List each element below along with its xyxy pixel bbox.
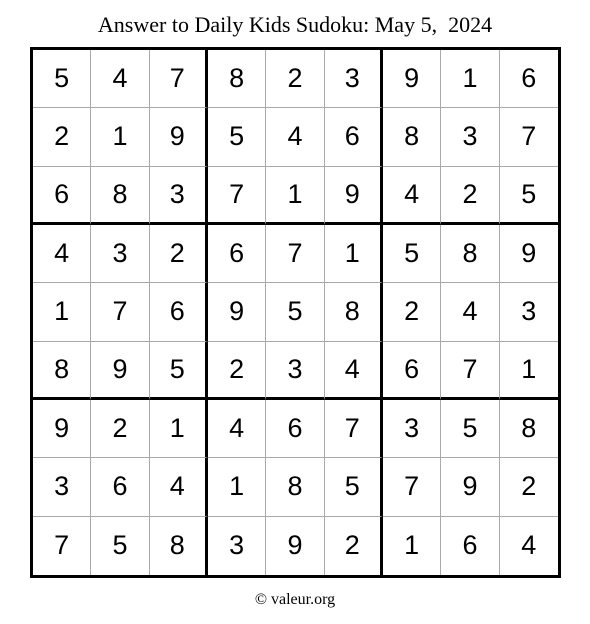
sudoku-cell: 7 [383,458,441,516]
sudoku-cell: 8 [91,167,149,225]
sudoku-cell: 6 [500,50,558,108]
sudoku-cell: 2 [33,108,91,166]
sudoku-cell: 8 [33,342,91,400]
copyright-footer: © valeur.org [254,591,336,608]
sudoku-cell: 7 [441,342,499,400]
sudoku-cell: 5 [441,400,499,458]
sudoku-cell: 4 [521,530,537,561]
sudoku-cell: 6 [325,108,383,166]
sudoku-cell: 1 [33,283,91,341]
sudoku-cell: 7 [208,167,266,225]
sudoku-cell: 8 [441,225,499,283]
sudoku-cell: 7 [33,517,91,575]
sudoku-cell: 5 [325,458,383,516]
sudoku-cell: 1 [441,50,499,108]
page-title: Answer to Daily Kids Sudoku: May 5, 2024 [97,12,493,37]
sudoku-cell: 7 [91,283,149,341]
sudoku-cell: 4 [150,458,208,516]
sudoku-cell: 6 [441,517,499,575]
sudoku-cell: 5 [208,108,266,166]
sudoku-cell: 3 [33,458,91,516]
sudoku-cell: 7 [266,225,324,283]
sudoku-cell: 2 [441,167,499,225]
sudoku-cell: 7 [325,400,383,458]
sudoku-cell: 5 [383,225,441,283]
sudoku-cell: 7 [500,108,558,166]
sudoku-cell: 4 [441,283,499,341]
sudoku-cell: 8 [500,400,558,458]
sudoku-cell: 2 [383,283,441,341]
sudoku-cell: 6 [383,342,441,400]
sudoku-cell: 7 [150,50,208,108]
sudoku-cell: 3 [208,517,266,575]
sudoku-cell: 9 [383,50,441,108]
sudoku-cell: 3 [91,225,149,283]
sudoku-cell: 3 [441,108,499,166]
sudoku-cell: 6 [33,167,91,225]
sudoku-cell: 1 [150,400,208,458]
sudoku-cell: 1 [208,458,266,516]
sudoku-cell: 9 [441,458,499,516]
sudoku-cell: 3 [150,167,208,225]
sudoku-cell: 4 [208,400,266,458]
sudoku-cell: 5 [500,167,558,225]
sudoku-cell: 6 [150,283,208,341]
sudoku-cell: 6 [208,225,266,283]
sudoku-cell: 4 [266,108,324,166]
sudoku-cell: 3 [383,400,441,458]
sudoku-cell: 3 [266,342,324,400]
sudoku-cell: 5 [150,342,208,400]
sudoku-cell: 8 [208,50,266,108]
sudoku-cell: 2 [208,342,266,400]
sudoku-cell: 1 [325,225,383,283]
sudoku-cell: 2 [150,225,208,283]
sudoku-cell: 5 [266,283,324,341]
sudoku-cell: 8 [266,458,324,516]
sudoku-cell: 9 [266,517,324,575]
sudoku-cell: 9 [150,108,208,166]
sudoku-cell: 8 [150,517,208,575]
sudoku-cell: 9 [325,167,383,225]
sudoku-cell: 6 [91,458,149,516]
sudoku-cell: 9 [208,283,266,341]
sudoku-cell: 9 [33,400,91,458]
sudoku-cell: 5 [91,517,149,575]
sudoku-cell: 4 [383,167,441,225]
sudoku-cell: 9 [500,225,558,283]
sudoku-cell: 9 [91,342,149,400]
sudoku-cell: 3 [325,50,383,108]
sudoku-cell: 1 [500,342,558,400]
sudoku-cell: 1 [266,167,324,225]
sudoku-cell: 8 [325,283,383,341]
sudoku-cell: 2 [91,400,149,458]
sudoku-cell: 1 [383,517,441,575]
sudoku-cell: 3 [500,283,558,341]
sudoku-cell: 2 [500,458,558,516]
sudoku-grid [30,47,561,578]
sudoku-cell: 6 [266,400,324,458]
sudoku-cell: 5 [33,50,91,108]
sudoku-cell: 4 [325,342,383,400]
sudoku-cell: 2 [266,50,324,108]
sudoku-cell: 4 [91,50,149,108]
sudoku-cell: 1 [91,108,149,166]
sudoku-cell: 4 [33,225,91,283]
sudoku-cell: 2 [325,517,383,575]
sudoku-cell: 8 [383,108,441,166]
